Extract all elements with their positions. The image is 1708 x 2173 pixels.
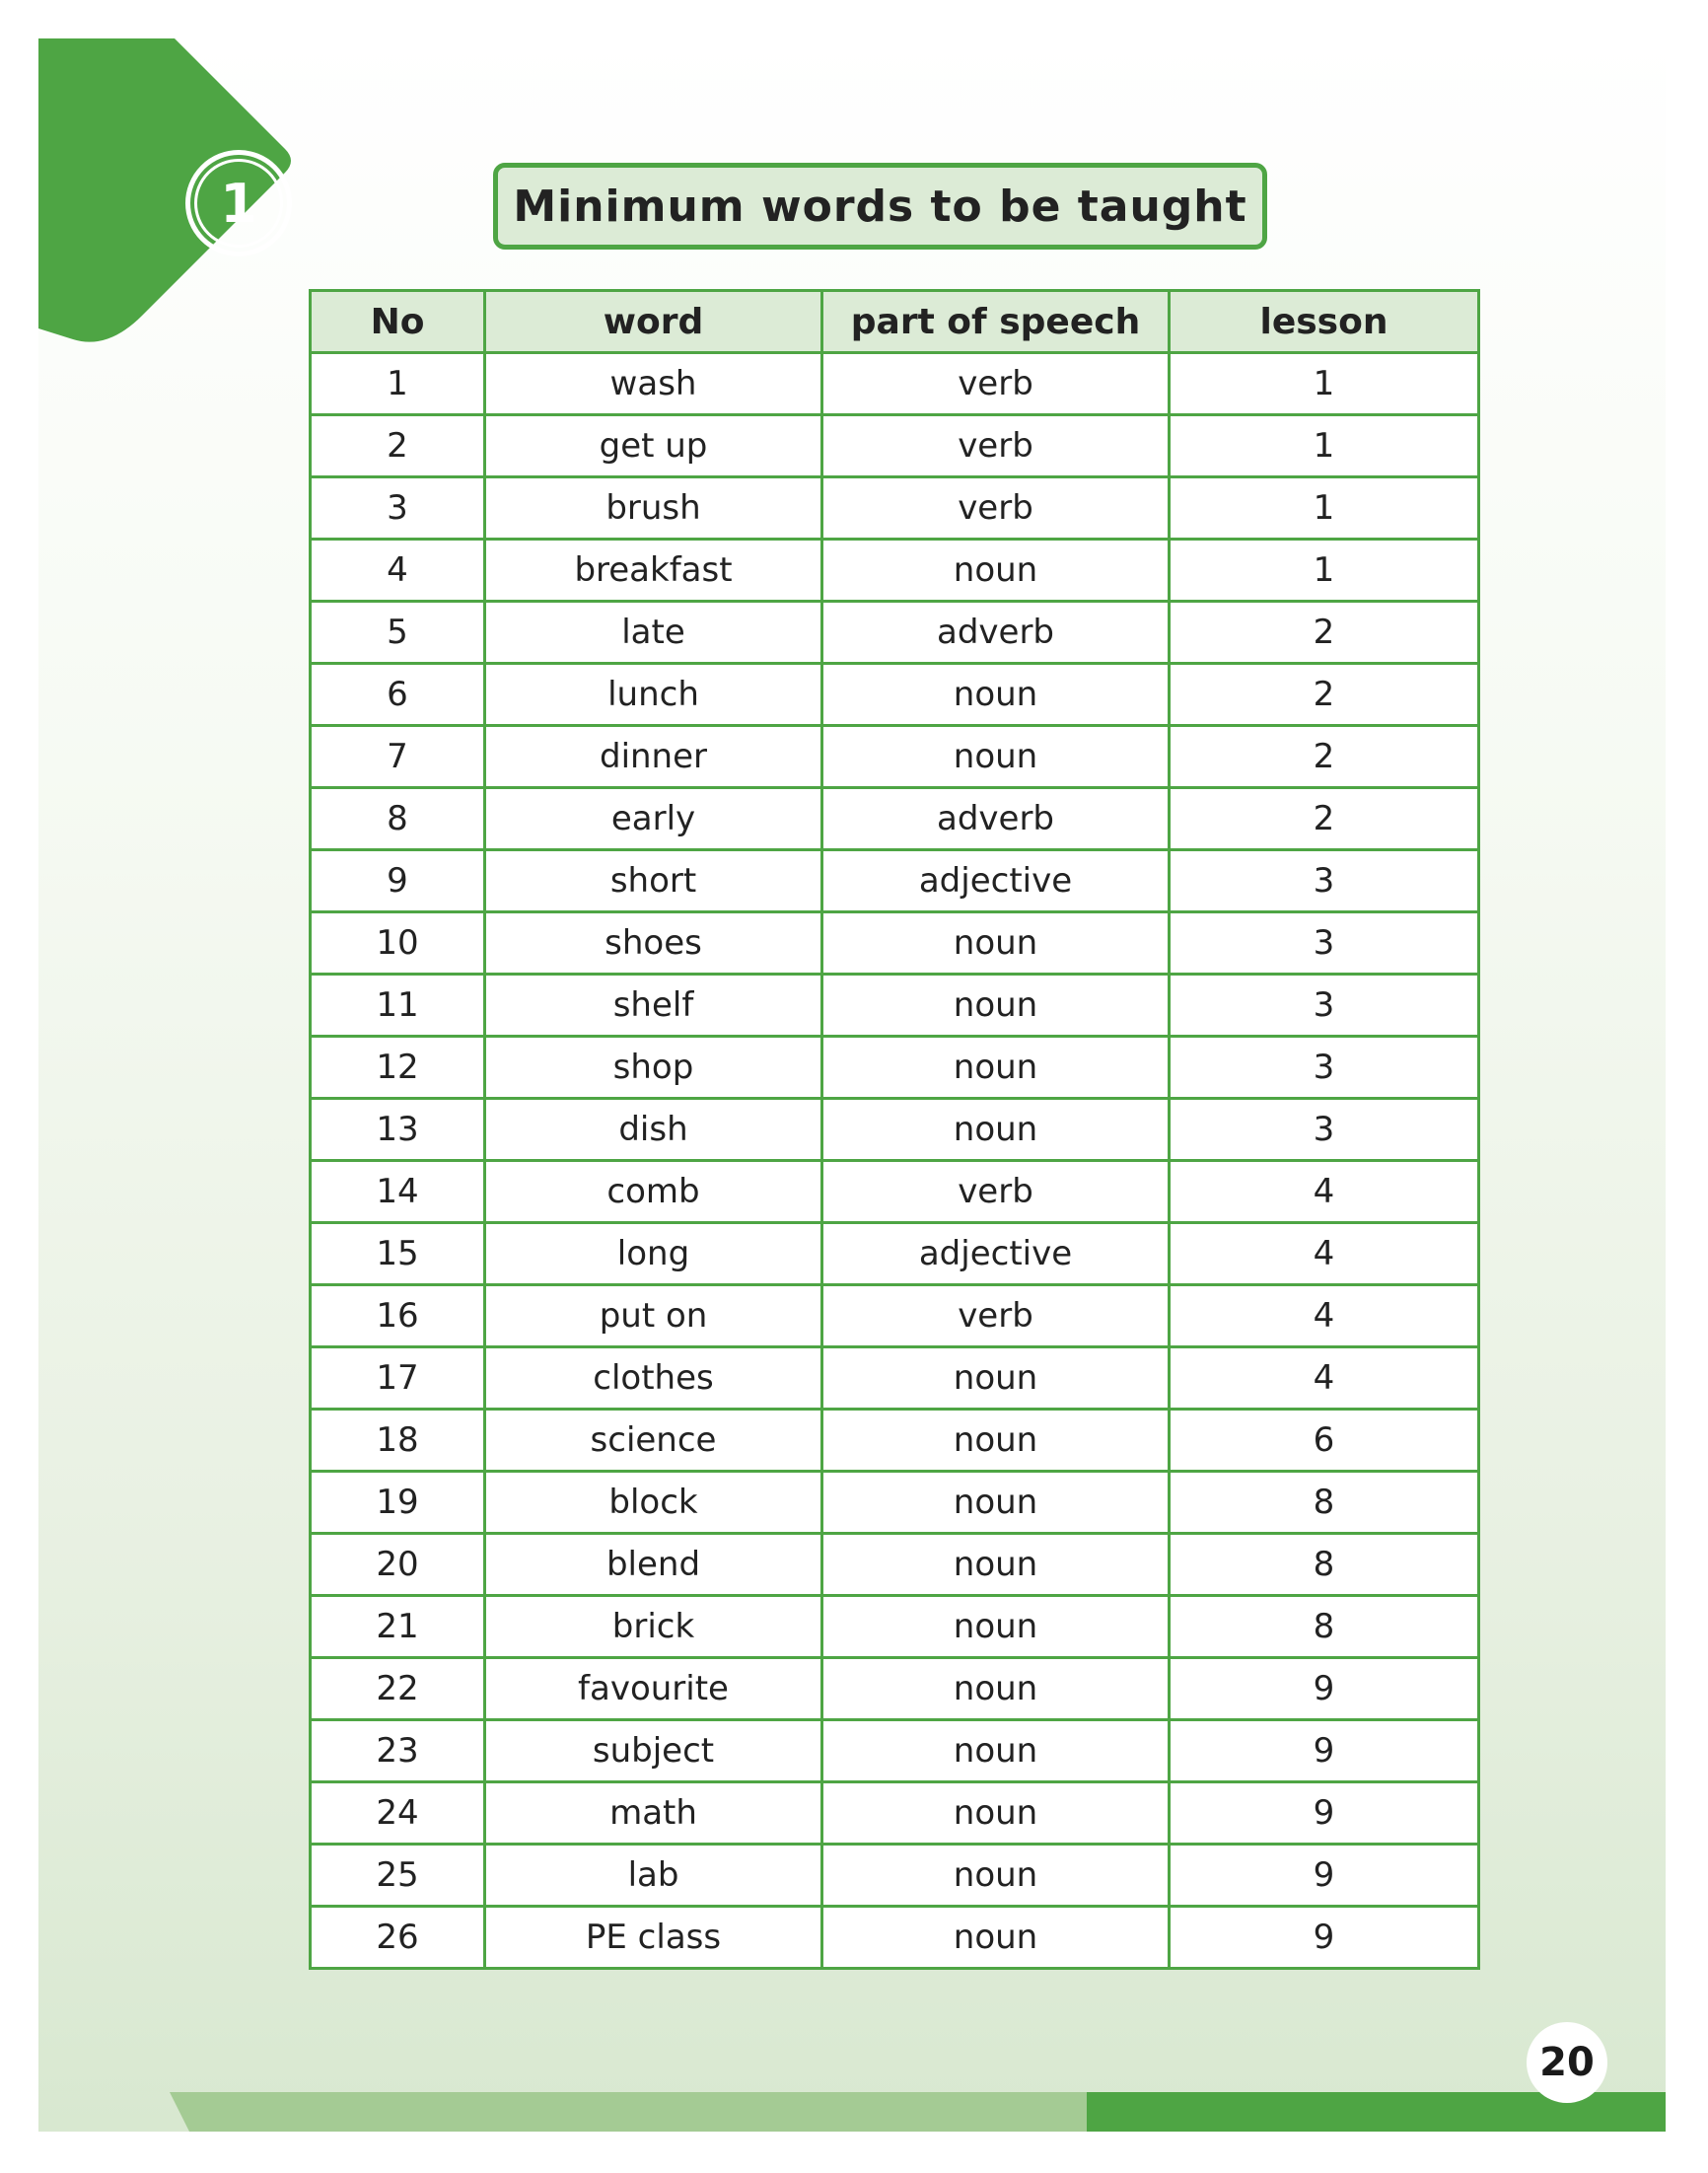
cell-part-of-speech: noun: [822, 1099, 1170, 1161]
table-header-row: [311, 291, 1479, 353]
table-row: [311, 1534, 1479, 1596]
table-row: [311, 664, 1479, 726]
table-row: [311, 1596, 1479, 1658]
cell-no: 6: [311, 664, 485, 726]
cell-no: 17: [311, 1347, 485, 1410]
cell-word: lunch: [485, 664, 822, 726]
cell-part-of-speech: noun: [822, 1347, 1170, 1410]
cell-lesson: 9: [1170, 1658, 1479, 1720]
cell-part-of-speech: noun: [822, 1907, 1170, 1969]
cell-lesson: 4: [1170, 1347, 1479, 1410]
title-box: [493, 163, 1267, 250]
cell-part-of-speech: noun: [822, 1534, 1170, 1596]
page-number: 20: [1527, 2022, 1607, 2103]
cell-word: clothes: [485, 1347, 822, 1410]
cell-no: 24: [311, 1782, 485, 1845]
table-row: [311, 1658, 1479, 1720]
cell-word: science: [485, 1410, 822, 1472]
table-row: [311, 415, 1479, 477]
cell-part-of-speech: verb: [822, 415, 1170, 477]
cell-no: 18: [311, 1410, 485, 1472]
table-row: [311, 1161, 1479, 1223]
cell-part-of-speech: adjective: [822, 850, 1170, 912]
cell-word: wash: [485, 353, 822, 415]
cell-word: late: [485, 602, 822, 664]
unit-number: 1: [194, 159, 283, 248]
cell-part-of-speech: noun: [822, 1782, 1170, 1845]
cell-lesson: 4: [1170, 1161, 1479, 1223]
cell-word: brick: [485, 1596, 822, 1658]
cell-no: 13: [311, 1099, 485, 1161]
cell-no: 1: [311, 353, 485, 415]
cell-lesson: 4: [1170, 1285, 1479, 1347]
cell-no: 22: [311, 1658, 485, 1720]
cell-no: 23: [311, 1720, 485, 1782]
table-row: [311, 975, 1479, 1037]
cell-part-of-speech: verb: [822, 1285, 1170, 1347]
cell-no: 9: [311, 850, 485, 912]
cell-lesson: 4: [1170, 1223, 1479, 1285]
cell-word: lab: [485, 1845, 822, 1907]
cell-part-of-speech: verb: [822, 477, 1170, 540]
header-word: word: [485, 291, 822, 353]
cell-lesson: 9: [1170, 1782, 1479, 1845]
cell-word: brush: [485, 477, 822, 540]
cell-part-of-speech: noun: [822, 1037, 1170, 1099]
cell-lesson: 9: [1170, 1720, 1479, 1782]
cell-no: 14: [311, 1161, 485, 1223]
cell-lesson: 2: [1170, 726, 1479, 788]
cell-word: early: [485, 788, 822, 850]
table-row: [311, 1720, 1479, 1782]
table-row: [311, 1223, 1479, 1285]
cell-word: subject: [485, 1720, 822, 1782]
cell-no: 4: [311, 540, 485, 602]
cell-no: 15: [311, 1223, 485, 1285]
table-row: [311, 540, 1479, 602]
table-row: [311, 1285, 1479, 1347]
cell-word: short: [485, 850, 822, 912]
cell-word: PE class: [485, 1907, 822, 1969]
cell-no: 12: [311, 1037, 485, 1099]
cell-part-of-speech: noun: [822, 1472, 1170, 1534]
page-title: Minimum words to be taught: [513, 181, 1247, 232]
cell-part-of-speech: noun: [822, 664, 1170, 726]
unit-number-badge: [185, 150, 292, 256]
table-row: [311, 1037, 1479, 1099]
cell-lesson: 1: [1170, 477, 1479, 540]
cell-no: 10: [311, 912, 485, 975]
cell-part-of-speech: noun: [822, 726, 1170, 788]
table-row: [311, 1099, 1479, 1161]
header-lesson: lesson: [1170, 291, 1479, 353]
table-row: [311, 353, 1479, 415]
cell-word: long: [485, 1223, 822, 1285]
header-no: No: [311, 291, 485, 353]
table-row: [311, 1472, 1479, 1534]
table-row: [311, 602, 1479, 664]
cell-no: 26: [311, 1907, 485, 1969]
cell-no: 7: [311, 726, 485, 788]
cell-word: shop: [485, 1037, 822, 1099]
cell-lesson: 8: [1170, 1596, 1479, 1658]
cell-no: 11: [311, 975, 485, 1037]
cell-part-of-speech: adjective: [822, 1223, 1170, 1285]
cell-lesson: 1: [1170, 415, 1479, 477]
cell-lesson: 3: [1170, 912, 1479, 975]
cell-word: block: [485, 1472, 822, 1534]
cell-lesson: 1: [1170, 540, 1479, 602]
cell-word: math: [485, 1782, 822, 1845]
cell-word: get up: [485, 415, 822, 477]
bottom-bar-light: [170, 2092, 1087, 2132]
table-row: [311, 726, 1479, 788]
cell-no: 3: [311, 477, 485, 540]
table-row: [311, 912, 1479, 975]
cell-word: comb: [485, 1161, 822, 1223]
cell-no: 25: [311, 1845, 485, 1907]
table-body: [311, 353, 1479, 1969]
cell-lesson: 8: [1170, 1472, 1479, 1534]
cell-word: dish: [485, 1099, 822, 1161]
cell-no: 16: [311, 1285, 485, 1347]
cell-no: 2: [311, 415, 485, 477]
cell-word: favourite: [485, 1658, 822, 1720]
table-row: [311, 850, 1479, 912]
cell-part-of-speech: noun: [822, 1720, 1170, 1782]
cell-part-of-speech: noun: [822, 912, 1170, 975]
cell-word: blend: [485, 1534, 822, 1596]
table-row: [311, 1782, 1479, 1845]
cell-lesson: 2: [1170, 788, 1479, 850]
header-part-of-speech: part of speech: [822, 291, 1170, 353]
cell-lesson: 2: [1170, 664, 1479, 726]
cell-lesson: 2: [1170, 602, 1479, 664]
cell-part-of-speech: noun: [822, 975, 1170, 1037]
words-table: [309, 289, 1480, 1970]
table-row: [311, 477, 1479, 540]
cell-part-of-speech: adverb: [822, 788, 1170, 850]
cell-lesson: 9: [1170, 1845, 1479, 1907]
cell-no: 5: [311, 602, 485, 664]
cell-lesson: 3: [1170, 1099, 1479, 1161]
cell-no: 19: [311, 1472, 485, 1534]
table-row: [311, 788, 1479, 850]
cell-word: put on: [485, 1285, 822, 1347]
cell-lesson: 6: [1170, 1410, 1479, 1472]
cell-part-of-speech: verb: [822, 353, 1170, 415]
cell-part-of-speech: noun: [822, 1410, 1170, 1472]
cell-lesson: 3: [1170, 975, 1479, 1037]
cell-part-of-speech: noun: [822, 1845, 1170, 1907]
cell-part-of-speech: verb: [822, 1161, 1170, 1223]
cell-part-of-speech: noun: [822, 540, 1170, 602]
cell-word: shoes: [485, 912, 822, 975]
cell-lesson: 3: [1170, 1037, 1479, 1099]
cell-no: 21: [311, 1596, 485, 1658]
table-row: [311, 1410, 1479, 1472]
cell-word: shelf: [485, 975, 822, 1037]
cell-word: breakfast: [485, 540, 822, 602]
cell-lesson: 1: [1170, 353, 1479, 415]
cell-lesson: 3: [1170, 850, 1479, 912]
cell-no: 20: [311, 1534, 485, 1596]
cell-lesson: 8: [1170, 1534, 1479, 1596]
cell-word: dinner: [485, 726, 822, 788]
cell-part-of-speech: noun: [822, 1596, 1170, 1658]
table-row: [311, 1845, 1479, 1907]
cell-no: 8: [311, 788, 485, 850]
table-row: [311, 1347, 1479, 1410]
table-row: [311, 1907, 1479, 1969]
cell-part-of-speech: noun: [822, 1658, 1170, 1720]
cell-lesson: 9: [1170, 1907, 1479, 1969]
cell-part-of-speech: adverb: [822, 602, 1170, 664]
